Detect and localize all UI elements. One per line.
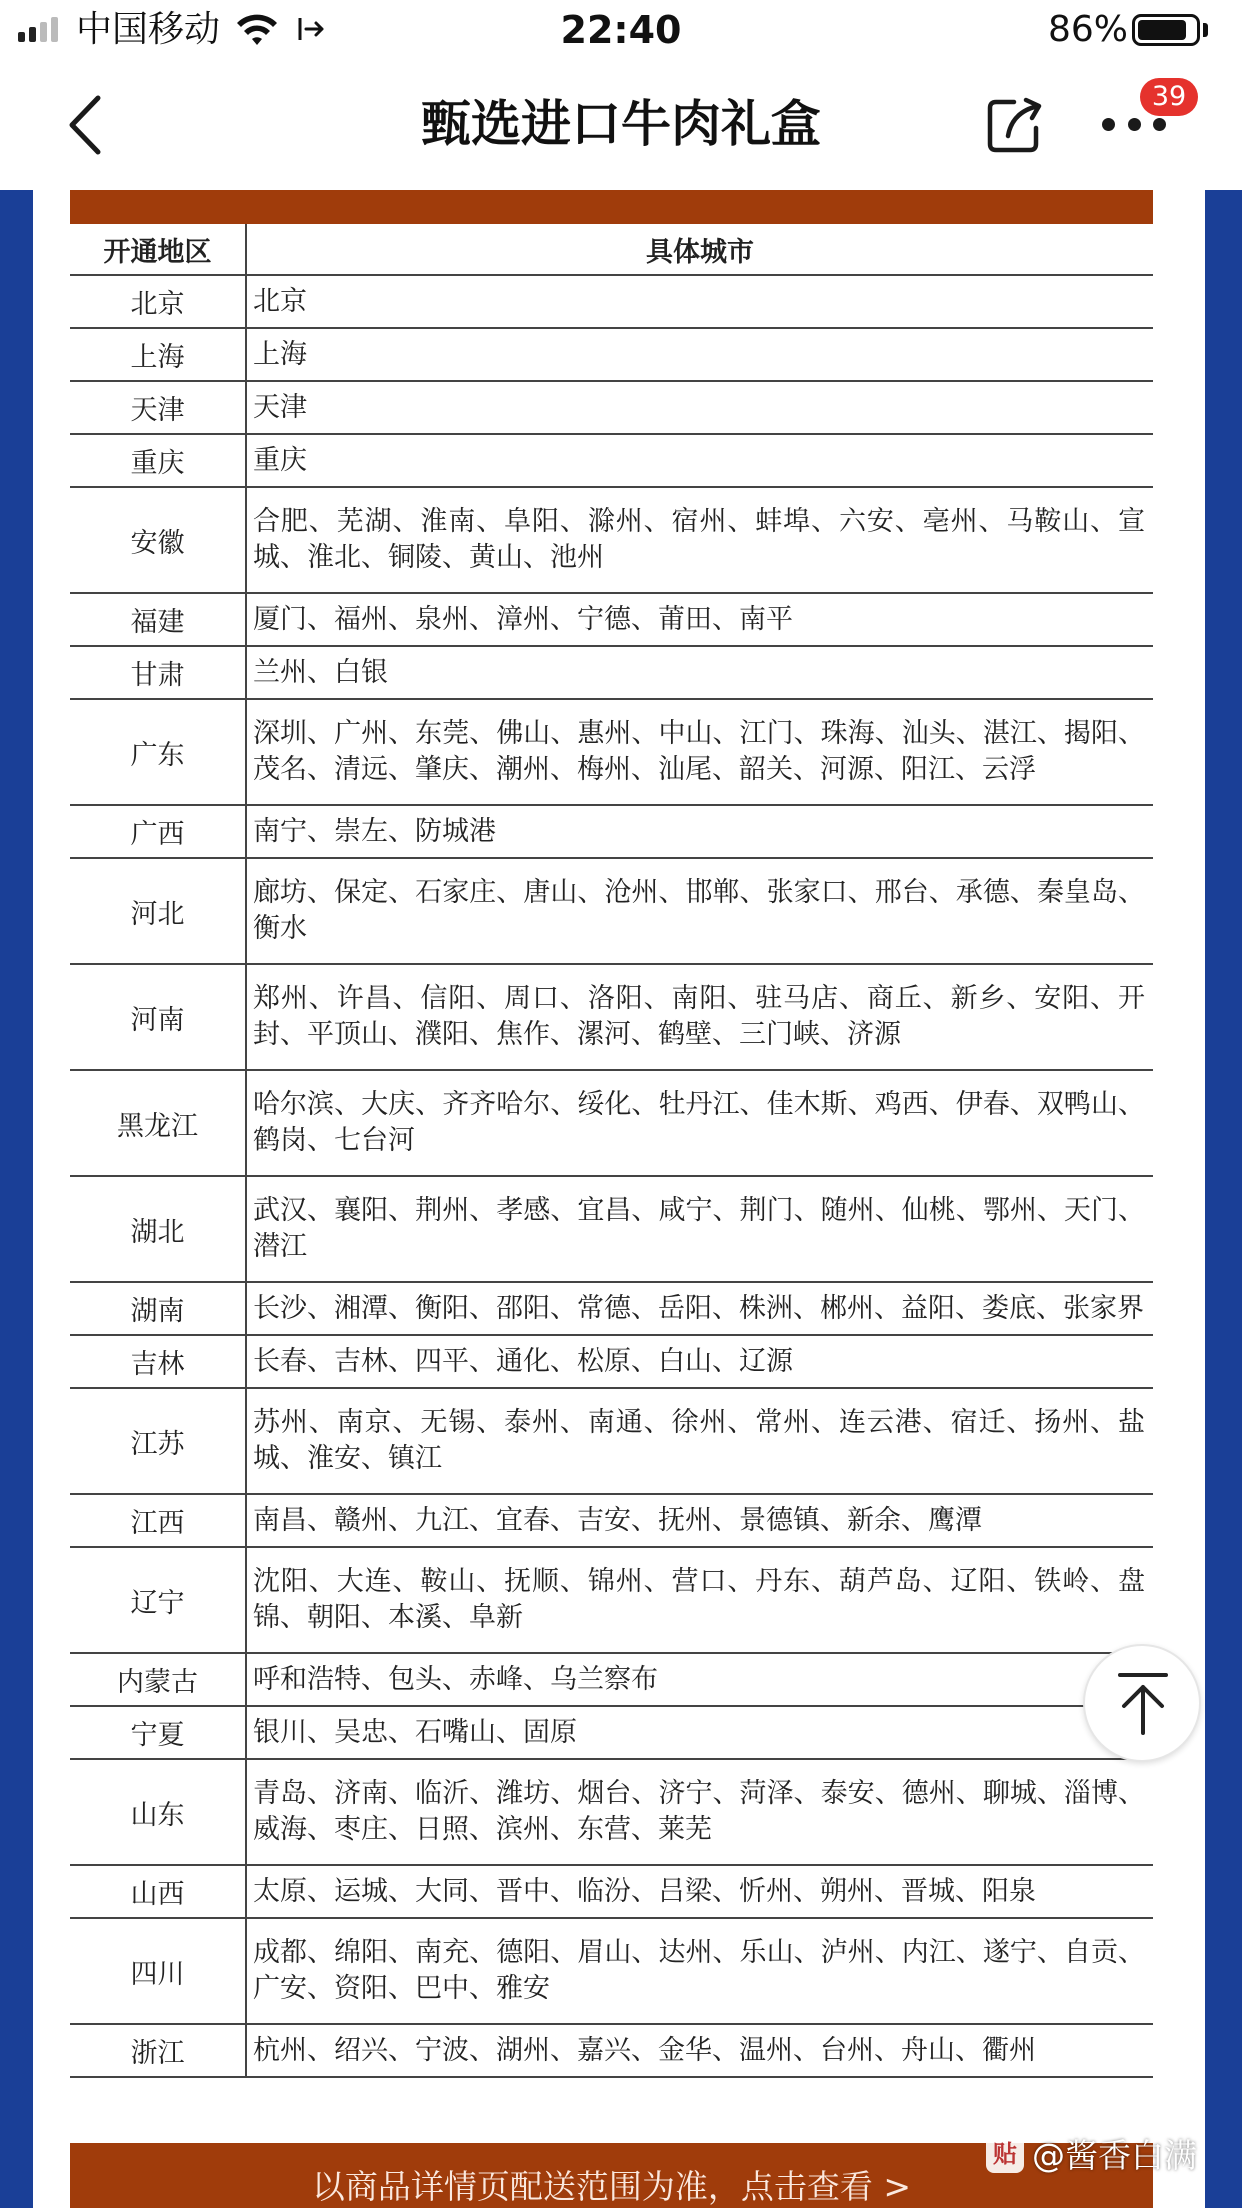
- table-row: [70, 805, 1153, 858]
- region-cell: 广西: [70, 805, 246, 858]
- cities-cell: 苏州、南京、无锡、泰州、南通、徐州、常州、连云港、宿迁、扬州、盐城、淮安、镇江: [246, 1388, 1153, 1494]
- cities-cell: 哈尔滨、大庆、齐齐哈尔、绥化、牡丹江、佳木斯、鸡西、伊春、双鸭山、鹤岗、七台河: [246, 1070, 1153, 1176]
- cities-cell: 杭州、绍兴、宁波、湖州、嘉兴、金华、温州、台州、舟山、衢州: [246, 2024, 1153, 2077]
- table-row: [70, 593, 1153, 646]
- cities-cell: 兰州、白银: [246, 646, 1153, 699]
- delivery-area-poster: [33, 190, 1205, 2208]
- cities-cell: 廊坊、保定、石家庄、唐山、沧州、邯郸、张家口、邢台、承德、秦皇岛、衡水: [246, 858, 1153, 964]
- clock: 22:40: [560, 8, 682, 52]
- table-row: [70, 1494, 1153, 1547]
- status-bar: [0, 0, 1242, 62]
- cities-cell: 银川、吴忠、石嘴山、固原: [246, 1706, 1153, 1759]
- region-cell: 湖南: [70, 1282, 246, 1335]
- region-cell: 内蒙古: [70, 1653, 246, 1706]
- region-cell: 江西: [70, 1494, 246, 1547]
- region-cell: 四川: [70, 1918, 246, 2024]
- notification-badge: 39: [1140, 78, 1198, 116]
- watermark-text: @酱香白满: [1032, 2136, 1197, 2175]
- cities-cell: 重庆: [246, 434, 1153, 487]
- cities-column-header: 具体城市: [246, 224, 1153, 275]
- table-row: [70, 1335, 1153, 1388]
- back-to-top-button[interactable]: [1083, 1644, 1201, 1762]
- table-row: [70, 1706, 1153, 1759]
- cities-cell: 青岛、济南、临沂、潍坊、烟台、济宁、菏泽、泰安、德州、聊城、淄博、威海、枣庄、日照、滨州、东营、莱芜: [246, 1759, 1153, 1865]
- region-cell: 北京: [70, 275, 246, 328]
- region-cell: 广东: [70, 699, 246, 805]
- share-icon[interactable]: [984, 94, 1046, 156]
- cities-cell: 厦门、福州、泉州、漳州、宁德、莆田、南平: [246, 593, 1153, 646]
- table-row: [70, 275, 1153, 328]
- battery-icon: [1132, 14, 1200, 46]
- cities-cell: 太原、运城、大同、晋中、临汾、吕梁、忻州、朔州、晋城、阳泉: [246, 1865, 1153, 1918]
- cities-cell: 合肥、芜湖、淮南、阜阳、滁州、宿州、蚌埠、六安、亳州、马鞍山、宣城、淮北、铜陵、黄山、池州: [246, 487, 1153, 593]
- page-content: [0, 190, 1242, 2208]
- region-cell: 辽宁: [70, 1547, 246, 1653]
- cities-cell: 南昌、赣州、九江、宜春、吉安、抚州、景德镇、新余、鹰潭: [246, 1494, 1153, 1547]
- delivery-city-table: [70, 224, 1153, 2078]
- table-row: [70, 1865, 1153, 1918]
- region-cell: 甘肃: [70, 646, 246, 699]
- more-options-icon[interactable]: [1102, 118, 1166, 134]
- cities-cell: 深圳、广州、东莞、佛山、惠州、中山、江门、珠海、汕头、湛江、揭阳、茂名、清远、肇庆、潮州、梅州、汕尾、韶关、河源、阳江、云浮: [246, 699, 1153, 805]
- region-cell: 安徽: [70, 487, 246, 593]
- cities-cell: 长沙、湘潭、衡阳、邵阳、常德、岳阳、株洲、郴州、益阳、娄底、张家界: [246, 1282, 1153, 1335]
- table-row: [70, 1388, 1153, 1494]
- cities-cell: 沈阳、大连、鞍山、抚顺、锦州、营口、丹东、葫芦岛、辽阳、铁岭、盘锦、朝阳、本溪、阜新: [246, 1547, 1153, 1653]
- navigation-bar: [0, 62, 1242, 190]
- table-row: [70, 1070, 1153, 1176]
- region-cell: 山东: [70, 1759, 246, 1865]
- region-column-header: 开通地区: [70, 224, 246, 275]
- table-row: [70, 1653, 1153, 1706]
- table-row: [70, 858, 1153, 964]
- table-row: [70, 964, 1153, 1070]
- cities-cell: 天津: [246, 381, 1153, 434]
- battery-level: [1138, 20, 1186, 40]
- table-row: [70, 1282, 1153, 1335]
- table-row: [70, 381, 1153, 434]
- cities-cell: 长春、吉林、四平、通化、松原、白山、辽源: [246, 1335, 1153, 1388]
- region-cell: 福建: [70, 593, 246, 646]
- watermark: [986, 2130, 1197, 2177]
- cities-cell: 郑州、许昌、信阳、周口、洛阳、南阳、驻马店、商丘、新乡、安阳、开封、平顶山、濮阳、焦作、漯河、鹤壁、三门峡、济源: [246, 964, 1153, 1070]
- table-row: [70, 1176, 1153, 1282]
- table-row: [70, 699, 1153, 805]
- app-logo-icon: 贴: [986, 2135, 1024, 2173]
- cities-cell: 北京: [246, 275, 1153, 328]
- cities-cell: 南宁、崇左、防城港: [246, 805, 1153, 858]
- cities-cell: 武汉、襄阳、荆州、孝感、宜昌、咸宁、荆门、随州、仙桃、鄂州、天门、潜江: [246, 1176, 1153, 1282]
- region-cell: 吉林: [70, 1335, 246, 1388]
- region-cell: 宁夏: [70, 1706, 246, 1759]
- region-cell: 河北: [70, 858, 246, 964]
- table-row: [70, 1547, 1153, 1653]
- table-row: [70, 487, 1153, 593]
- region-cell: 黑龙江: [70, 1070, 246, 1176]
- battery-percentage: 86%: [1048, 9, 1129, 50]
- region-cell: 河南: [70, 964, 246, 1070]
- region-cell: 上海: [70, 328, 246, 381]
- cities-cell: 呼和浩特、包头、赤峰、乌兰察布: [246, 1653, 1153, 1706]
- delivery-scope-link-text[interactable]: 以商品详情页配送范围为准，点击查看 >: [311, 2167, 912, 2206]
- carrier-name: 中国移动: [76, 9, 221, 50]
- poster-header-bar: [70, 190, 1153, 224]
- region-cell: 重庆: [70, 434, 246, 487]
- cities-cell: 上海: [246, 328, 1153, 381]
- region-cell: 浙江: [70, 2024, 246, 2077]
- battery-tip: [1203, 23, 1208, 37]
- cities-cell: 成都、绵阳、南充、德阳、眉山、达州、乐山、泸州、内江、遂宁、自贡、广安、资阳、巴中、雅安: [246, 1918, 1153, 2024]
- arrow-up-icon: [1112, 1671, 1174, 1737]
- page-title: 甄选进口牛肉礼盒: [421, 95, 821, 153]
- table-row: [70, 328, 1153, 381]
- table-row: [70, 1759, 1153, 1865]
- table-row: [70, 2024, 1153, 2077]
- region-cell: 江苏: [70, 1388, 246, 1494]
- region-cell: 天津: [70, 381, 246, 434]
- region-cell: 湖北: [70, 1176, 246, 1282]
- table-row: [70, 1918, 1153, 2024]
- table-row: [70, 434, 1153, 487]
- table-row: [70, 646, 1153, 699]
- region-cell: 山西: [70, 1865, 246, 1918]
